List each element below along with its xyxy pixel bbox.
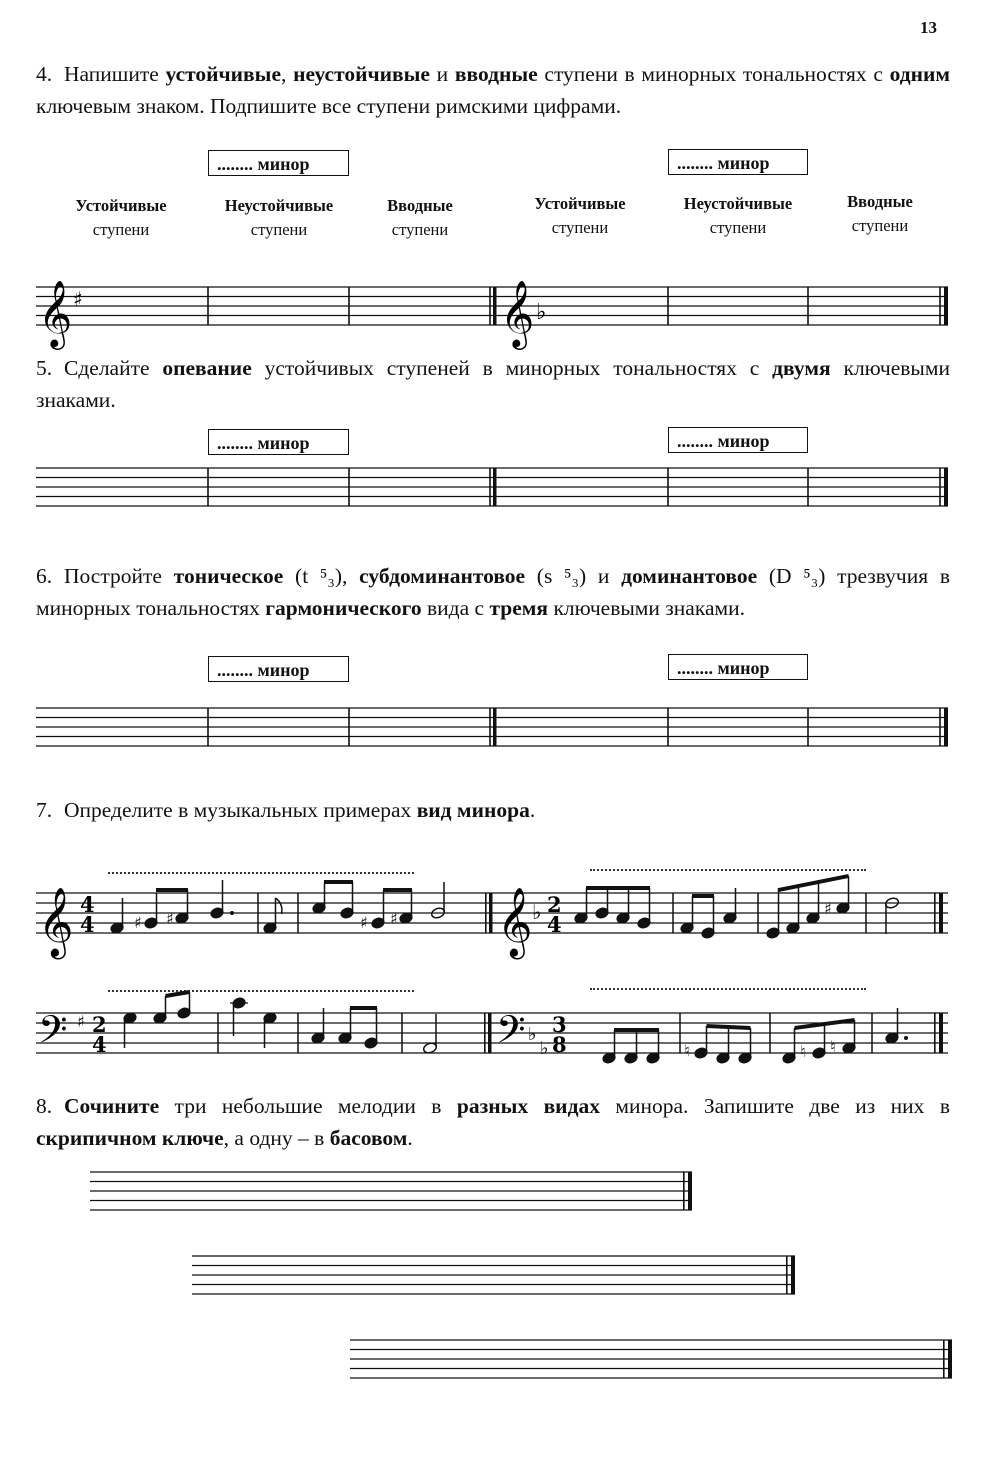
blank-staff-2[interactable] [0, 1252, 1000, 1302]
answer-dotted-line[interactable] [108, 990, 414, 992]
task-7-text: 7. Определите в музыкальных примерах вид минора. [36, 798, 536, 822]
svg-text:♮: ♮ [684, 1041, 690, 1060]
notes-example-4 [602, 1008, 908, 1064]
notes-example-1 [110, 880, 446, 934]
sharp-icon: ♯ [73, 287, 83, 311]
task-8-text: 8. Сочините три небольшие мелодии в разных видах минора. Запишите две из них в скрипичном ключе, а одну – в басовом. [36, 1094, 950, 1150]
column-header: Вводные ступени [847, 192, 913, 235]
svg-text:♯: ♯ [824, 899, 832, 918]
staff-task-6[interactable] [0, 706, 1000, 766]
time-sig-bottom: 4 [92, 1032, 107, 1057]
svg-text:♮: ♮ [800, 1042, 806, 1061]
treble-clef-icon: 𝄞 [500, 279, 535, 347]
svg-text:♯: ♯ [360, 913, 368, 932]
time-sig-top: 2 [547, 892, 562, 917]
column-header: Устойчивые ступени [534, 194, 626, 237]
time-sig-top: 4 [80, 892, 95, 917]
svg-text:♯: ♯ [166, 909, 174, 928]
task-4-text: 4. Напишите устойчивые, неустойчивые и вводные ступени в минорных тональностях с одним ключевым знаком. Подпишите все ступени римскими цифрами. [36, 58, 950, 122]
task-6-text: 6. Постройте тоническое (t ⁵₃), субдоминантовое (s ⁵₃) и доминантовое (D ⁵₃) трезвучия в минорных тональностях гармонического вида с тремя ключевыми знаками. [36, 564, 950, 620]
answer-dotted-line[interactable] [590, 988, 866, 990]
bass-clef-icon: 𝄢 [496, 1007, 526, 1061]
key-label-box[interactable]: ........ минор [208, 429, 349, 455]
music-example-bass [0, 1000, 1000, 1090]
bass-clef-icon: 𝄢 [38, 1007, 68, 1061]
treble-clef-icon: 𝄞 [38, 279, 73, 347]
staff-task-5[interactable] [0, 466, 1000, 526]
task-number: 4. [36, 62, 53, 86]
blank-staff-3[interactable] [0, 1336, 1000, 1386]
key-label-box[interactable]: ........ минор [668, 149, 808, 175]
svg-text:♮: ♮ [830, 1037, 836, 1056]
key-label-box[interactable]: ........ минор [668, 427, 808, 453]
flat-icon: ♭ [540, 1038, 549, 1059]
key-label-box[interactable]: ........ минор [208, 656, 349, 682]
key-label-box[interactable]: ........ минор [668, 654, 808, 680]
flat-icon: ♭ [528, 1024, 537, 1045]
treble-clef-icon: 𝄞 [497, 887, 533, 957]
treble-clef-icon: 𝄞 [38, 887, 74, 957]
flat-icon: ♭ [532, 900, 542, 924]
notes-example-2 [574, 874, 900, 939]
flat-icon: ♭ [536, 300, 547, 325]
column-header: Неустойчивые ступени [683, 194, 793, 237]
svg-text:♯: ♯ [134, 913, 142, 932]
time-sig-top: 2 [92, 1012, 107, 1037]
key-label-box[interactable]: ........ минор [208, 150, 349, 176]
sharp-icon: ♯ [77, 1012, 85, 1031]
music-example-treble [0, 870, 1000, 970]
time-sig-bottom: 4 [547, 912, 562, 937]
column-header: Вводные ступени [387, 196, 453, 239]
blank-staff-1[interactable] [0, 1168, 1000, 1218]
svg-text:♯: ♯ [390, 909, 398, 928]
time-sig-bottom: 8 [552, 1032, 567, 1057]
task-5-text: 5. Сделайте опевание устойчивых ступеней в минорных тональностях с двумя ключевыми знаками. [36, 356, 950, 412]
column-header: Устойчивые ступени [75, 196, 167, 239]
page-number: 13 [920, 18, 937, 37]
time-sig-bottom: 4 [80, 912, 95, 937]
column-header: Неустойчивые ступени [224, 196, 334, 239]
time-sig-top: 3 [552, 1012, 567, 1037]
